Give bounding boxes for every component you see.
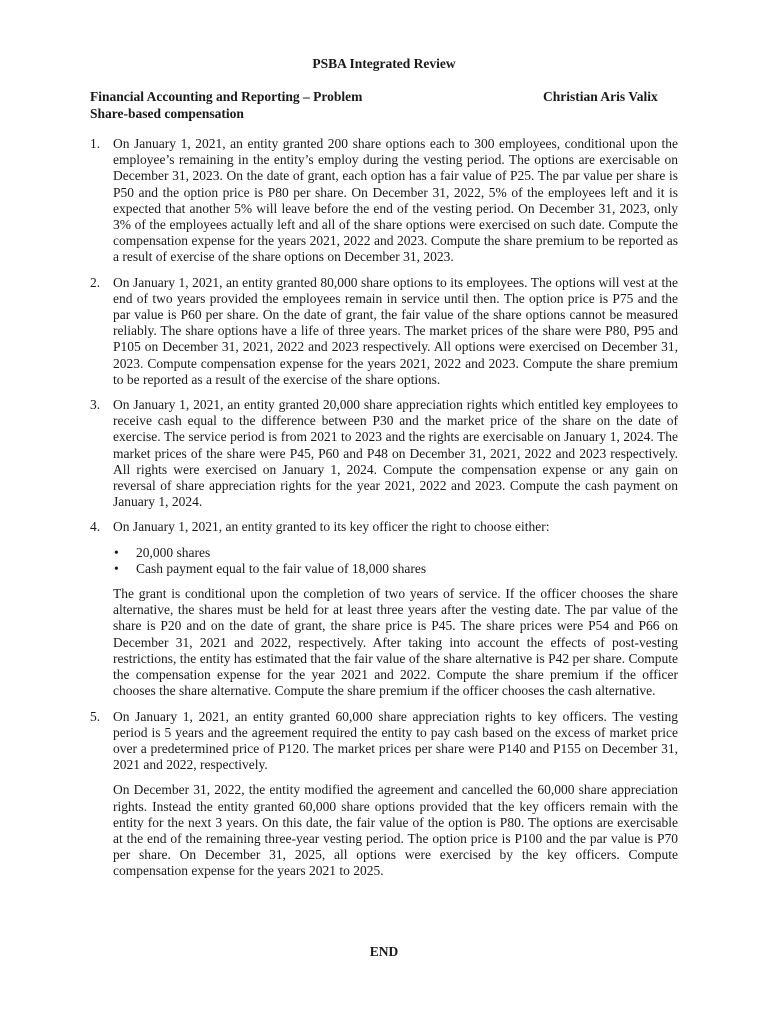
choice-text: Cash payment equal to the fair value of 18,000 shares (136, 560, 427, 576)
document-title: PSBA Integrated Review (312, 56, 456, 71)
problem-text: The grant is conditional upon the completion of two years of service. If the officer chooses the share alternative, the shares must be held for at least three years after the vesting date. The par value of the share is P20 and on the date of grant, the share price is P45. The share prices were P54 and P66 on December 31, 2021 and 2022, respectively. After taking into account the effects of post-vesting restrictions, the entity has estimated that the fair value of the share alternative is P42 per share. Compute the compensation expense for the year 2021 and 2022. Compute the share premium if the officer chooses the share alternative. Compute the share premium if the officer chooses the cash alternative. (113, 586, 678, 699)
choice-item (113, 561, 678, 577)
bullet-icon: • (114, 560, 119, 576)
bullet-icon: • (114, 544, 119, 560)
problem-intro: On January 1, 2021, an entity granted to its key officer the right to choose either: (113, 519, 550, 535)
problem-number: 2. (90, 274, 101, 290)
problem-5 (90, 709, 678, 880)
problem-number: 4. (90, 519, 101, 535)
problem-2 (90, 275, 678, 388)
problem-text: On January 1, 2021, an entity granted 20,000 share appreciation rights which entitled key employees to receive cash equal to the difference between P30 and the market price of the share on the date of exercise. The service period is from 2021 to 2023 and the rights are exercisable on January 1, 2024. The market prices of the share were P45, P60 and P48 on December 31, 2021, 2022 and 2023 respectively. All rights were exercised on January 1, 2024. Compute the compensation expense or any gain on reversal of share appreciation rights for the year 2021, 2022 and 2023. Compute the cash payment on January 1, 2024. (113, 397, 678, 510)
choice-item (113, 545, 678, 561)
problem-number: 5. (90, 708, 101, 724)
problem-number: 1. (90, 136, 101, 151)
problem-text: On December 31, 2022, the entity modified the agreement and cancelled the 60,000 share appreciation rights. Instead the entity granted 60,000 share options provided that the key officers remain with the entity for the next 3 years. On this date, the fair value of the option is P80. The options are exercisable at the end of the remaining three-year vesting period. The option price is P100 and the par value is P70 per share. On December 31, 2025, all options were exercised by the key officers. Compute compensation expense for the years 2021 to 2025. (113, 782, 678, 879)
topic-heading: Share-based compensation (90, 105, 244, 121)
problem-number: 3. (90, 397, 101, 413)
problem-text: On January 1, 2021, an entity granted 60,000 share appreciation rights to key officers. The vesting period is 5 years and the agreement required the entity to pay cash based on the excess of market price over a predetermined price of P120. The market prices per share were P140 and P155 on December 31, 2021 and 2022, respectively. (113, 708, 678, 773)
problem-text: On January 1, 2021, an entity granted 80,000 share options to its employees. The options will vest at the end of two years provided the employees remain in service until then. The option price is P75 and the par value is P60 per share. On the date of grant, the fair value of the share options cannot be measured reliably. The share options have a life of three years. The market prices of the share were P80, P95 and P105 on December 31, 2021, 2022 and 2023 respectively. All options were exercised on December 31, 2023. Compute compensation expense for the years 2021, 2022 and 2023. Compute the share premium to be reported as a result of the exercise of the share options. (113, 274, 678, 387)
choice-list (113, 545, 678, 577)
problem-4 (90, 519, 678, 699)
problem-text: On January 1, 2021, an entity granted 200 share options each to 300 employees, conditional upon the employee’s remaining in the entity’s employ during the vesting period. The options are exercisable on December 31, 2023. On the date of grant, each option has a fair value of P25. The par value per share is P50 and the option price is P80 per share. On December 31, 2022, 5% of the employees left and it is expected that another 5% will leave before the end of the vesting period. On December 31, 2023, only 3% of the employees actually left and all of the share options were exercised on such date. Compute the compensation expense for the years 2021, 2022 and 2023. Compute the share premium to be reported as a result of exercise of the share options on December 31, 2023. (113, 136, 678, 265)
problem-list (90, 136, 678, 889)
choice-text: 20,000 shares (136, 544, 211, 560)
problem-3 (90, 397, 678, 510)
problem-1 (90, 136, 678, 266)
header-left (90, 89, 362, 122)
author-name: Christian Aris Valix (543, 89, 658, 104)
end-marker: END (369, 944, 399, 959)
subject-heading: Financial Accounting and Reporting – Problem (90, 89, 363, 104)
